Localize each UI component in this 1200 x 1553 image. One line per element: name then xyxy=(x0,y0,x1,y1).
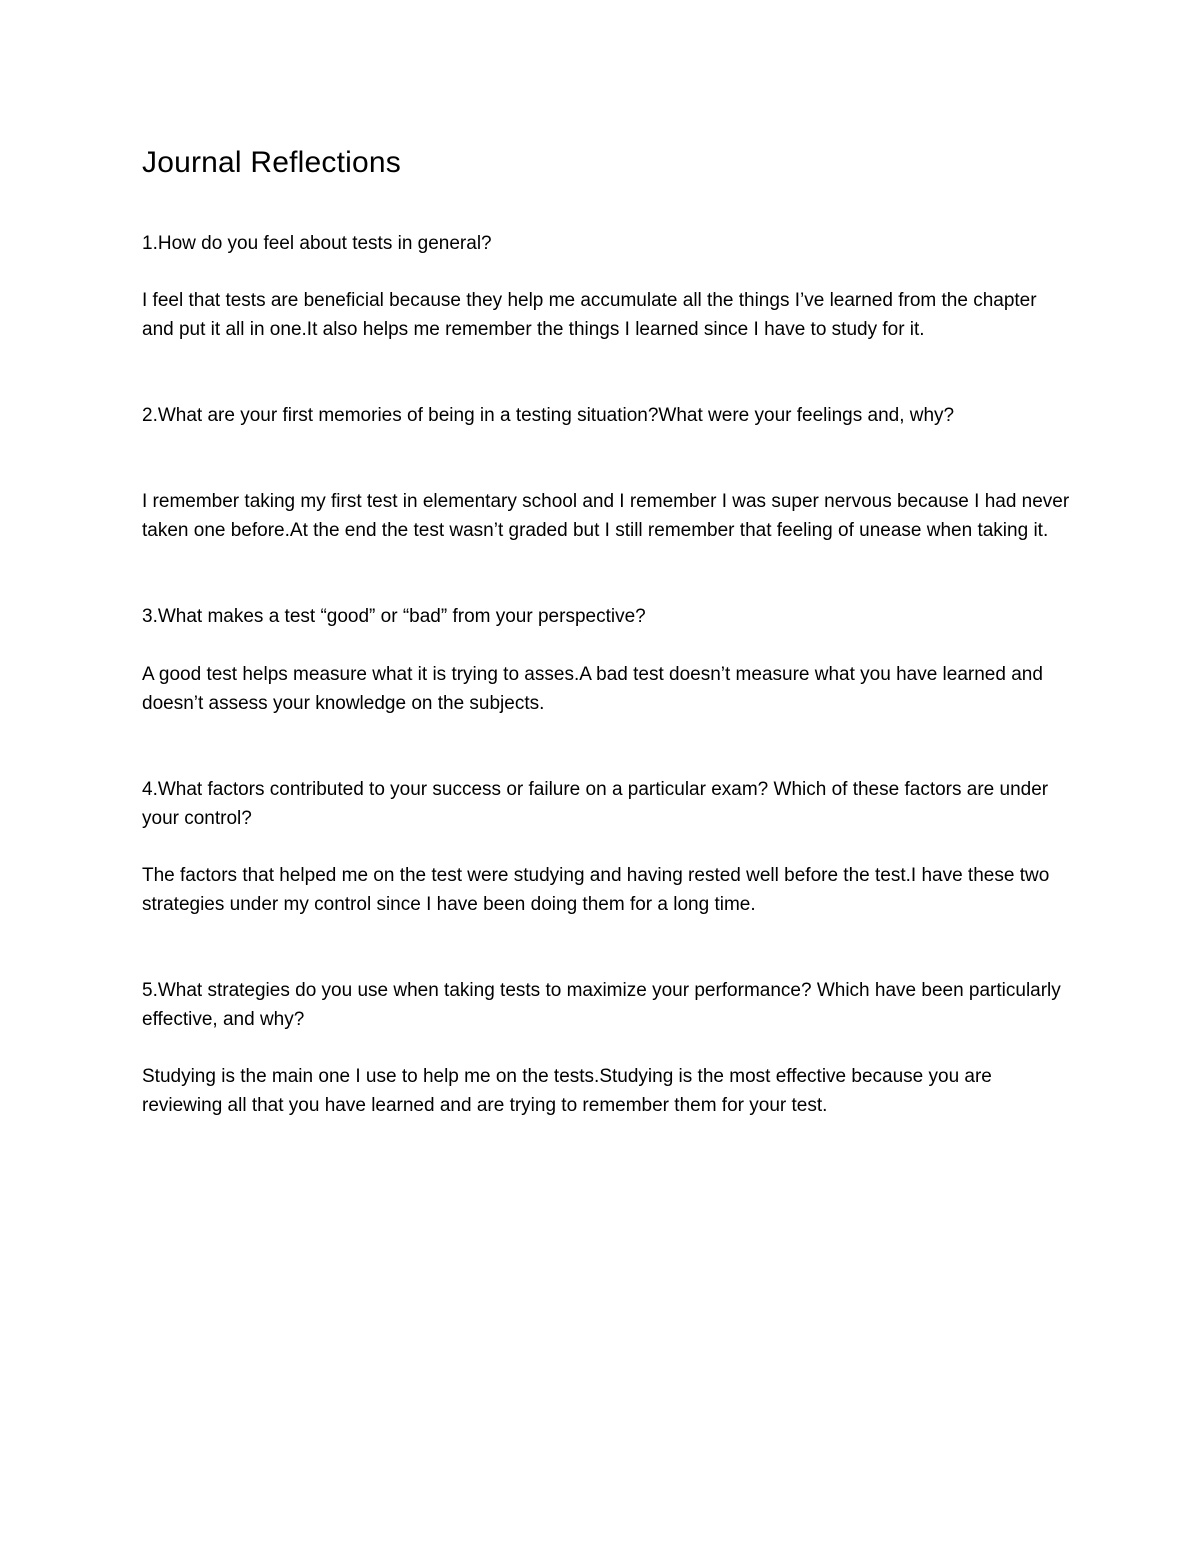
answer-2: I remember taking my first test in elementary school and I remember I was super nervous because I had never taken one before.At the end the test wasn’t graded but I still remember that feeling of unease when taking it. xyxy=(142,491,1070,541)
question-3: 3.What makes a test “good” or “bad” from your perspective? xyxy=(142,606,646,627)
question-4: 4.What factors contributed to your success or failure on a particular exam? Which of these factors are under your control? xyxy=(142,779,1049,829)
answer-1: I feel that tests are beneficial because they help me accumulate all the things I’ve learned from the chapter and put it all in one.It also helps me remember the things I learned since I have to study for it. xyxy=(142,290,1037,340)
document-title: Journal Reflections xyxy=(142,146,401,179)
answer-5: Studying is the main one I use to help me on the tests.Studying is the most effective because you are reviewing all that you have learned and are trying to remember them for your test. xyxy=(142,1066,992,1116)
answer-4: The factors that helped me on the test were studying and having rested well before the test.I have these two strategies under my control since I have been doing them for a long time. xyxy=(142,865,1050,915)
question-1: 1.How do you feel about tests in general? xyxy=(142,233,492,254)
question-2: 2.What are your first memories of being in a testing situation?What were your feelings and, why? xyxy=(142,405,955,426)
answer-3: A good test helps measure what it is trying to asses.A bad test doesn’t measure what you have learned and doesn’t assess your knowledge on the subjects. xyxy=(142,664,1043,714)
question-5: 5.What strategies do you use when taking tests to maximize your performance? Which have been particularly effective, and why? xyxy=(142,980,1061,1030)
